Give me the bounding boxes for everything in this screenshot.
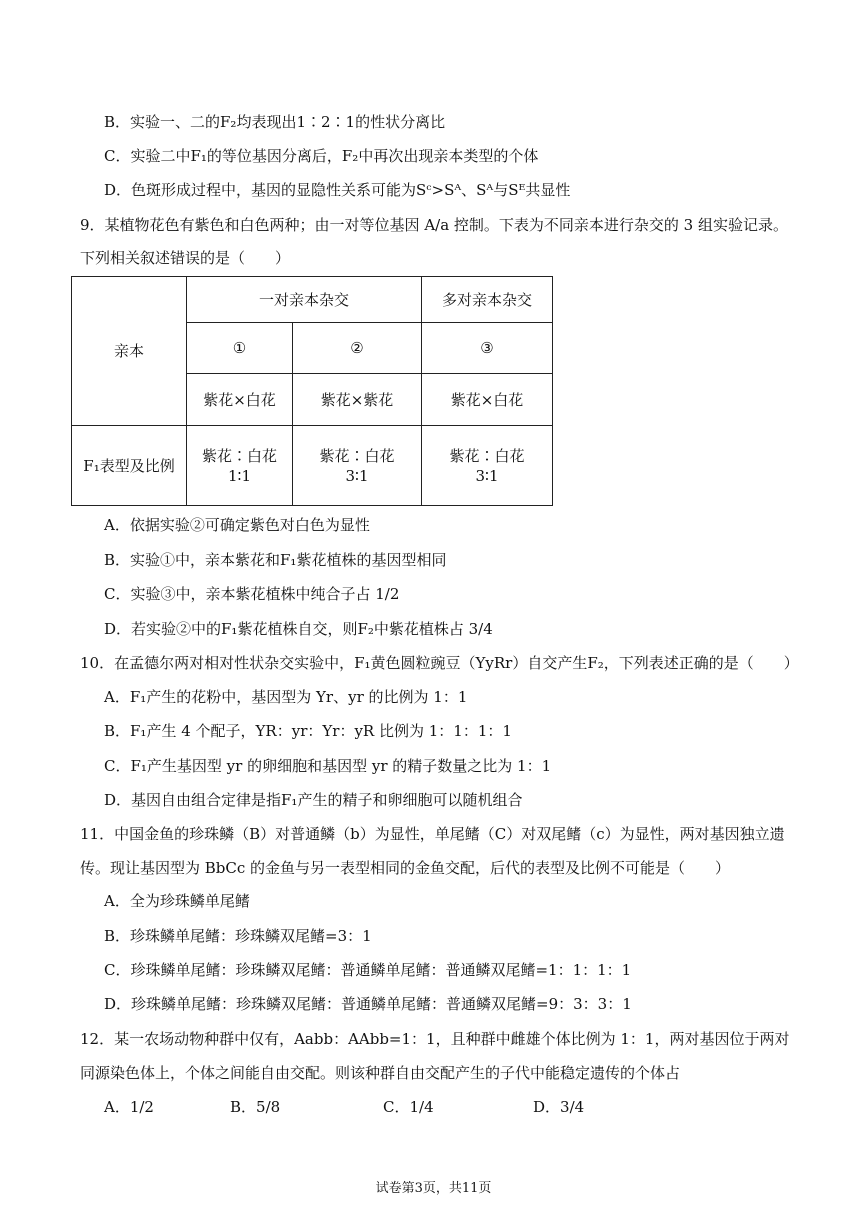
table-exp-3: ③ — [422, 323, 553, 374]
q11-option-a: A．全为珍珠鳞单尾鳍 — [104, 892, 250, 910]
page-footer: 试卷第3页，共11页 — [375, 1181, 492, 1196]
table-f1-result-1 — [187, 426, 293, 506]
table-parent-label: 亲本 — [72, 277, 187, 426]
table-f1-phenotype-3: 紫花∶白花 — [449, 446, 525, 465]
table-cross-1: 紫花×白花 — [187, 374, 293, 426]
table-f1-ratio-1: 1∶1 — [228, 466, 251, 485]
table-f1-phenotype-2: 紫花∶白花 — [319, 446, 395, 465]
table-cross-2: 紫花×紫花 — [293, 374, 422, 426]
q11-option-c: C．珍珠鳞单尾鳍：珍珠鳞双尾鳍：普通鳞单尾鳍：普通鳞双尾鳍=1：1：1：1 — [104, 961, 632, 979]
q12-stem-line2: 同源染色体上，个体之间能自由交配。则该种群自由交配产生的子代中能稳定遗传的个体占 — [80, 1064, 681, 1082]
q10-option-b: B．F₁产生 4 个配子，YR：yr：Yr：yR 比例为 1：1：1：1 — [104, 722, 512, 740]
q9-option-b: B．实验①中，亲本紫花和F₁紫花植株的基因型相同 — [104, 551, 447, 569]
table-exp-1: ① — [187, 323, 293, 374]
table-group-one: 一对亲本杂交 — [187, 277, 422, 323]
q8-option-b: B．实验一、二的F₂均表现出1∶2∶1的性状分离比 — [104, 113, 446, 131]
q12-option-b: B．5/8 — [230, 1098, 281, 1116]
table-f1-ratio-3: 3∶1 — [475, 466, 499, 485]
q9-option-a: A．依据实验②可确定紫色对白色为显性 — [104, 516, 370, 534]
table-f1-phenotype-1: 紫花∶白花 — [201, 446, 277, 465]
q9-stem-line1: 9．某植物花色有紫色和白色两种；由一对等位基因 A/a 控制。下表为不同亲本进行杂交的 3 组实验记录。 — [80, 216, 788, 234]
q12-option-c: C．1/4 — [383, 1098, 434, 1116]
q10-option-a: A．F₁产生的花粉中，基因型为 Yr、yr 的比例为 1：1 — [104, 688, 468, 706]
q11-option-b: B．珍珠鳞单尾鳍：珍珠鳞双尾鳍=3：1 — [104, 927, 372, 945]
q8-option-c: C．实验二中F₁的等位基因分离后，F₂中再次出现亲本类型的个体 — [104, 147, 539, 165]
q9-option-d: D．若实验②中的F₁紫花植株自交，则F₂中紫花植株占 3/4 — [104, 620, 493, 638]
table-group-multi: 多对亲本杂交 — [422, 277, 553, 323]
q9-experiment-table — [71, 276, 553, 506]
q12-option-d: D．3/4 — [533, 1098, 585, 1116]
table-f1-result-3 — [422, 426, 553, 506]
table-cross-3: 紫花×白花 — [422, 374, 553, 426]
q12-stem-line1: 12．某一农场动物种群中仅有，Aabb：AAbb=1：1，且种群中雌雄个体比例为 1：1，两对基因位于两对 — [80, 1030, 790, 1048]
q8-option-d: D．色斑形成过程中，基因的显隐性关系可能为Sᶜ>Sᴬ、Sᴬ与Sᴱ共显性 — [104, 181, 571, 199]
table-exp-2: ② — [293, 323, 422, 374]
q9-stem-line2: 下列相关叙述错误的是（ ） — [80, 249, 291, 267]
table-f1-result-2 — [293, 426, 422, 506]
q11-stem-line2: 传。现让基因型为 BbCc 的金鱼与另一表型相同的金鱼交配，后代的表型及比例不可能是（ ） — [80, 859, 731, 877]
table-f1-ratio-2: 3∶1 — [345, 466, 369, 485]
q12-option-a: A．1/2 — [104, 1098, 154, 1116]
q10-stem: 10．在孟德尔两对相对性状杂交实验中，F₁黄色圆粒豌豆（YyRr）自交产生F₂，下列表述正确的是（ ） — [80, 654, 799, 672]
q9-option-c: C．实验③中，亲本紫花植株中纯合子占 1/2 — [104, 585, 400, 603]
table-f1-label: F₁表型及比例 — [72, 426, 187, 506]
q11-option-d: D．珍珠鳞单尾鳍：珍珠鳞双尾鳍：普通鳞单尾鳍：普通鳞双尾鳍=9：3：3：1 — [104, 995, 632, 1013]
q11-stem-line1: 11．中国金鱼的珍珠鳞（B）对普通鳞（b）为显性，单尾鳍（C）对双尾鳍（c）为显性，两对基因独立遗 — [80, 825, 785, 843]
q10-option-c: C．F₁产生基因型 yr 的卵细胞和基因型 yr 的精子数量之比为 1：1 — [104, 757, 552, 775]
q10-option-d: D．基因自由组合定律是指F₁产生的精子和卵细胞可以随机组合 — [104, 791, 523, 809]
